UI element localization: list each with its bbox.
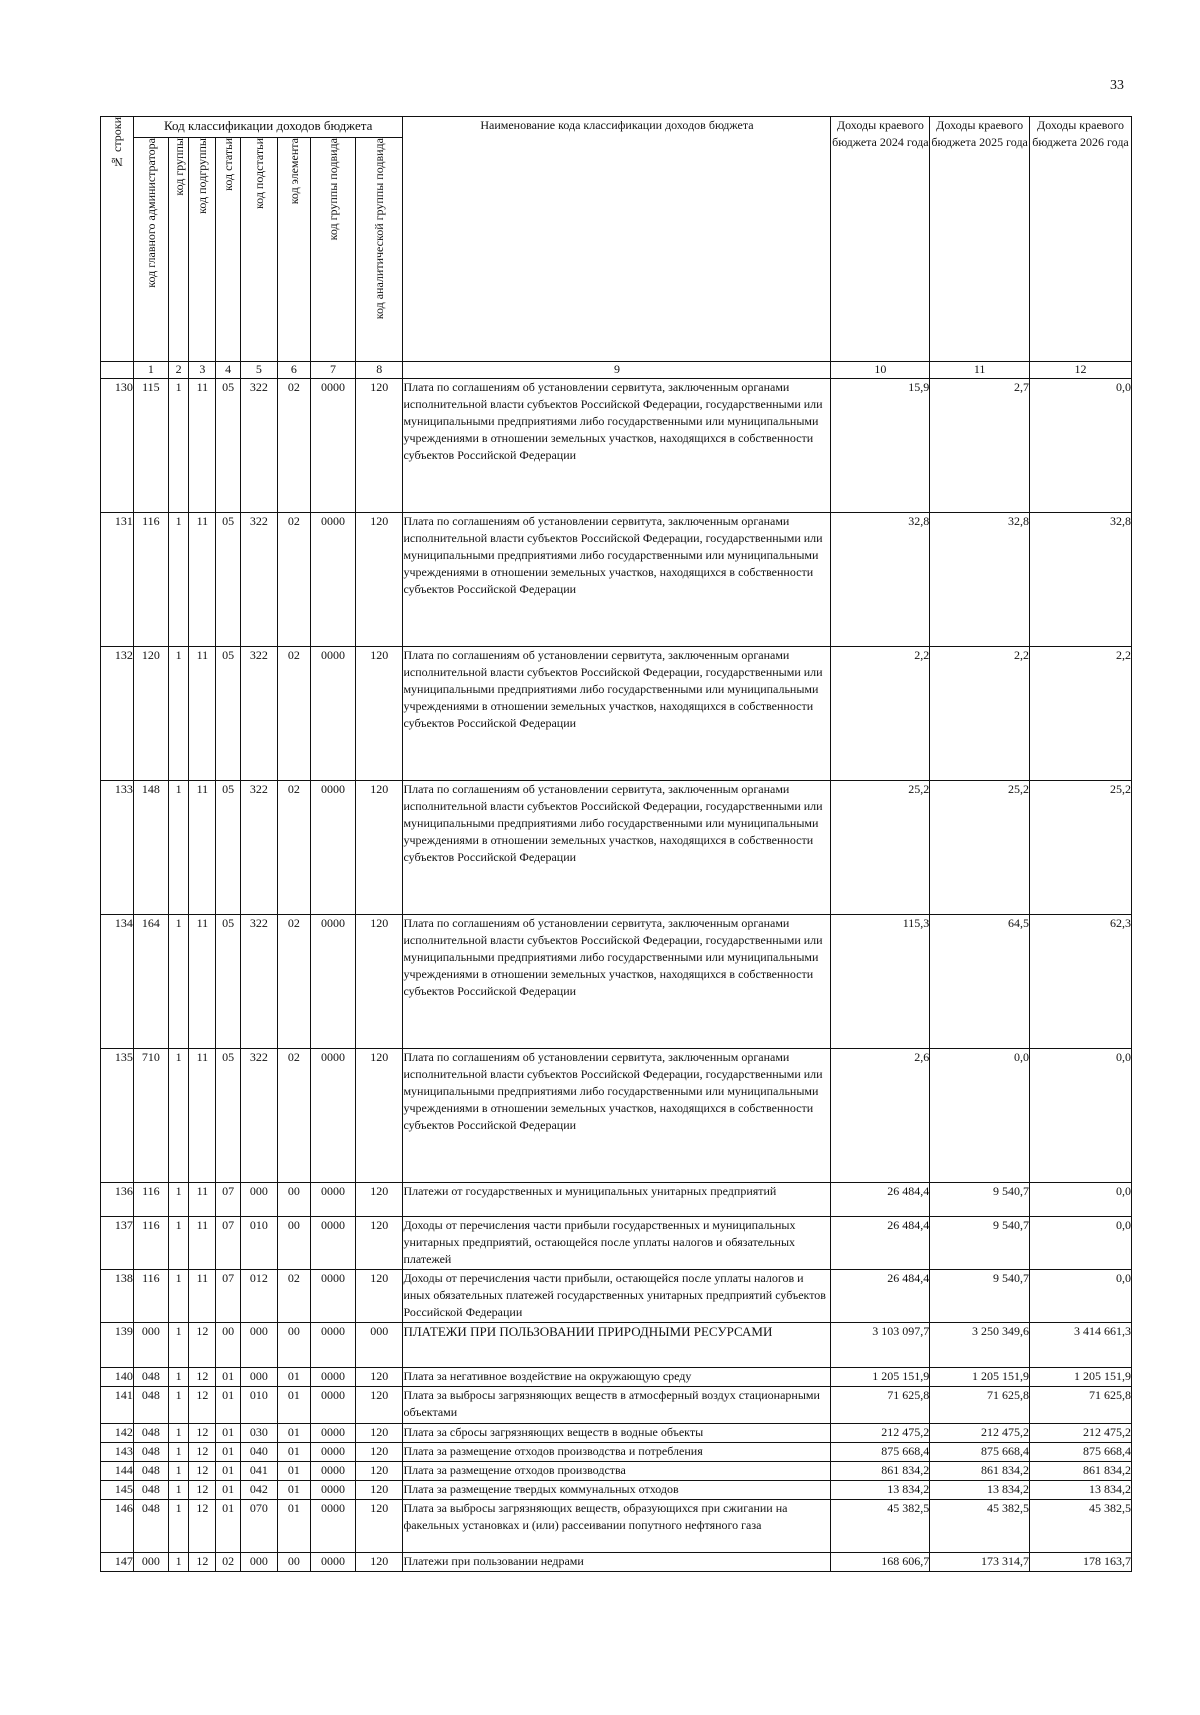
code-article-cell: 01 <box>216 1387 241 1424</box>
value-2026-cell: 0,0 <box>1030 1049 1132 1183</box>
value-2024-cell: 212 475,2 <box>831 1424 930 1443</box>
value-2026-cell: 13 834,2 <box>1030 1481 1132 1500</box>
value-2026-cell: 32,8 <box>1030 513 1132 647</box>
row-number-cell: 130 <box>101 379 134 513</box>
column-number: 3 <box>189 362 216 379</box>
code-subarticle-cell: 322 <box>240 647 277 781</box>
row-number-cell: 142 <box>101 1424 134 1443</box>
row-number-cell: 144 <box>101 1462 134 1481</box>
code-subgroup-header <box>189 138 216 362</box>
table-row <box>101 1553 1132 1572</box>
code-element-cell: 01 <box>277 1424 310 1443</box>
code-subarticle-cell: 322 <box>240 379 277 513</box>
code-subgroup-cell: 11 <box>189 513 216 647</box>
value-2024-cell: 26 484,4 <box>831 1270 930 1323</box>
code-article-cell: 05 <box>216 1049 241 1183</box>
value-2024-cell: 71 625,8 <box>831 1387 930 1424</box>
code-subgroup-cell: 11 <box>189 915 216 1049</box>
code-element-cell: 00 <box>277 1553 310 1572</box>
code-admin-cell: 048 <box>133 1481 168 1500</box>
code-subgroup-cell: 11 <box>189 379 216 513</box>
code-analytic-group-cell: 120 <box>356 513 403 647</box>
code-group-cell: 1 <box>168 1462 189 1481</box>
value-2025-cell: 32,8 <box>930 513 1030 647</box>
code-analytic-group-cell: 120 <box>356 1217 403 1270</box>
name-cell: Плата по соглашениям об установлении сервитута, заключенным органами исполнительной власти субъектов Российской Федерации, государственными или муниципальными предприятиями либо государственными или муниципальными учреждениями в отношении земельных участков, находящихся в собственности субъектов Российской Федерации <box>403 781 831 915</box>
code-group-cell: 1 <box>168 1049 189 1183</box>
code-analytic-group-cell: 120 <box>356 1500 403 1553</box>
table-row <box>101 647 1132 781</box>
code-article-cell: 07 <box>216 1183 241 1217</box>
year-2024-header: Доходы краевого бюджета 2024 года <box>831 117 930 362</box>
value-2025-cell: 0,0 <box>930 1049 1030 1183</box>
table-row <box>101 915 1132 1049</box>
code-group-cell: 1 <box>168 781 189 915</box>
table-row <box>101 1500 1132 1553</box>
value-2026-cell: 71 625,8 <box>1030 1387 1132 1424</box>
code-admin-cell: 048 <box>133 1368 168 1387</box>
table-row <box>101 379 1132 513</box>
code-group-cell: 1 <box>168 1270 189 1323</box>
value-2025-cell: 45 382,5 <box>930 1500 1030 1553</box>
code-analytic-group-cell: 120 <box>356 781 403 915</box>
table-row <box>101 1424 1132 1443</box>
code-article-cell: 05 <box>216 647 241 781</box>
code-element-cell: 01 <box>277 1387 310 1424</box>
value-2024-cell: 875 668,4 <box>831 1443 930 1462</box>
code-article-cell: 01 <box>216 1443 241 1462</box>
code-subtype-group-cell: 0000 <box>310 915 355 1049</box>
code-article-cell: 07 <box>216 1270 241 1323</box>
row-number-cell: 134 <box>101 915 134 1049</box>
name-cell: Доходы от перечисления части прибыли государственных и муниципальных унитарных предприятий, остающейся после уплаты налогов и обязательных платежей <box>403 1217 831 1270</box>
table-row <box>101 1183 1132 1217</box>
year-2026-header: Доходы краевого бюджета 2026 года <box>1030 117 1132 362</box>
name-cell: Плата по соглашениям об установлении сервитута, заключенным органами исполнительной власти субъектов Российской Федерации, государственными или муниципальными предприятиями либо государственными или муниципальными учреждениями в отношении земельных участков, находящихся в собственности субъектов Российской Федерации <box>403 915 831 1049</box>
code-subtype-group-cell: 0000 <box>310 1481 355 1500</box>
column-number: 5 <box>240 362 277 379</box>
row-number-cell: 141 <box>101 1387 134 1424</box>
column-number: 1 <box>133 362 168 379</box>
value-2025-cell: 9 540,7 <box>930 1183 1030 1217</box>
code-article-cell: 01 <box>216 1424 241 1443</box>
table-row <box>101 1462 1132 1481</box>
code-subarticle-cell: 012 <box>240 1270 277 1323</box>
code-group-cell: 1 <box>168 1368 189 1387</box>
value-2024-cell: 13 834,2 <box>831 1481 930 1500</box>
value-2024-cell: 25,2 <box>831 781 930 915</box>
code-subtype-group-cell: 0000 <box>310 781 355 915</box>
name-cell: Доходы от перечисления части прибыли, остающейся после уплаты налогов и иных обязательных платежей государственных унитарных предприятий субъектов Российской Федерации <box>403 1270 831 1323</box>
code-element-cell: 02 <box>277 379 310 513</box>
code-element-cell: 00 <box>277 1323 310 1368</box>
code-subarticle-cell: 070 <box>240 1500 277 1553</box>
value-2026-cell: 25,2 <box>1030 781 1132 915</box>
code-group-cell: 1 <box>168 1183 189 1217</box>
value-2025-cell: 212 475,2 <box>930 1424 1030 1443</box>
row-number-cell: 136 <box>101 1183 134 1217</box>
code-subgroup-header-label: код подгруппы <box>195 138 210 214</box>
column-number: 8 <box>356 362 403 379</box>
code-admin-cell: 116 <box>133 513 168 647</box>
table-row <box>101 1049 1132 1183</box>
code-element-cell: 01 <box>277 1368 310 1387</box>
column-number: 2 <box>168 362 189 379</box>
row-number-cell: 143 <box>101 1443 134 1462</box>
code-admin-cell: 000 <box>133 1323 168 1368</box>
value-2025-cell: 2,2 <box>930 647 1030 781</box>
code-admin-cell: 120 <box>133 647 168 781</box>
table-row <box>101 1368 1132 1387</box>
value-2026-cell: 2,2 <box>1030 647 1132 781</box>
code-element-cell: 00 <box>277 1217 310 1270</box>
code-group-header-label: код группы <box>171 138 186 196</box>
code-article-cell: 01 <box>216 1462 241 1481</box>
column-number: 7 <box>310 362 355 379</box>
row-number-cell: 139 <box>101 1323 134 1368</box>
code-analytic-group-cell: 000 <box>356 1323 403 1368</box>
table-row <box>101 1270 1132 1323</box>
value-2025-cell: 875 668,4 <box>930 1443 1030 1462</box>
table-row <box>101 781 1132 915</box>
column-number <box>101 362 134 379</box>
code-subtype-group-cell: 0000 <box>310 1368 355 1387</box>
name-cell: Платежи при пользовании недрами <box>403 1553 831 1572</box>
value-2025-cell: 3 250 349,6 <box>930 1323 1030 1368</box>
code-group-cell: 1 <box>168 1500 189 1553</box>
code-subgroup-cell: 12 <box>189 1481 216 1500</box>
code-subtype-group-cell: 0000 <box>310 1323 355 1368</box>
revenue-classification-table <box>100 116 1132 1572</box>
value-2024-cell: 15,9 <box>831 379 930 513</box>
code-analytic-group-cell: 120 <box>356 1553 403 1572</box>
name-cell: Платежи от государственных и муниципальных унитарных предприятий <box>403 1183 831 1217</box>
code-subgroup-cell: 12 <box>189 1553 216 1572</box>
table-body <box>101 379 1132 1572</box>
value-2026-cell: 0,0 <box>1030 1270 1132 1323</box>
code-subgroup-cell: 11 <box>189 1270 216 1323</box>
table-row <box>101 513 1132 647</box>
code-analytic-group-cell: 120 <box>356 1183 403 1217</box>
code-admin-cell: 048 <box>133 1424 168 1443</box>
code-subarticle-cell: 000 <box>240 1368 277 1387</box>
code-subtype-group-cell: 0000 <box>310 1462 355 1481</box>
code-subgroup-cell: 12 <box>189 1500 216 1553</box>
code-article-cell: 05 <box>216 379 241 513</box>
code-group-cell: 1 <box>168 1387 189 1424</box>
code-article-cell: 01 <box>216 1368 241 1387</box>
value-2026-cell: 861 834,2 <box>1030 1462 1132 1481</box>
code-analytic-group-cell: 120 <box>356 1368 403 1387</box>
code-subtype-group-cell: 0000 <box>310 1387 355 1424</box>
code-subtype-group-header <box>310 138 355 362</box>
column-number: 9 <box>403 362 831 379</box>
code-element-cell: 00 <box>277 1183 310 1217</box>
code-subtype-group-cell: 0000 <box>310 1443 355 1462</box>
code-subtype-group-cell: 0000 <box>310 1553 355 1572</box>
row-number-cell: 132 <box>101 647 134 781</box>
code-group-cell: 1 <box>168 1323 189 1368</box>
code-analytic-group-header-label: код аналитической группы подвида <box>372 138 387 320</box>
code-subtype-group-cell: 0000 <box>310 647 355 781</box>
value-2024-cell: 45 382,5 <box>831 1500 930 1553</box>
code-element-cell: 01 <box>277 1443 310 1462</box>
name-cell: Плата за размещение твердых коммунальных отходов <box>403 1481 831 1500</box>
code-subarticle-cell: 000 <box>240 1553 277 1572</box>
code-subtype-group-cell: 0000 <box>310 1049 355 1183</box>
code-group-cell: 1 <box>168 915 189 1049</box>
value-2025-cell: 64,5 <box>930 915 1030 1049</box>
code-admin-header <box>133 138 168 362</box>
code-analytic-group-header <box>356 138 403 362</box>
code-analytic-group-cell: 120 <box>356 379 403 513</box>
code-admin-cell: 164 <box>133 915 168 1049</box>
code-subarticle-cell: 322 <box>240 915 277 1049</box>
value-2024-cell: 3 103 097,7 <box>831 1323 930 1368</box>
code-subarticle-cell: 010 <box>240 1217 277 1270</box>
column-number: 4 <box>216 362 241 379</box>
code-article-cell: 07 <box>216 1217 241 1270</box>
table-row <box>101 1217 1132 1270</box>
code-admin-cell: 148 <box>133 781 168 915</box>
code-admin-cell: 048 <box>133 1443 168 1462</box>
value-2025-cell: 13 834,2 <box>930 1481 1030 1500</box>
code-subgroup-cell: 12 <box>189 1323 216 1368</box>
code-subtype-group-cell: 0000 <box>310 1270 355 1323</box>
code-subarticle-cell: 322 <box>240 781 277 915</box>
code-subarticle-cell: 041 <box>240 1462 277 1481</box>
value-2025-cell: 2,7 <box>930 379 1030 513</box>
code-subtype-group-cell: 0000 <box>310 379 355 513</box>
value-2026-cell: 45 382,5 <box>1030 1500 1132 1553</box>
code-element-cell: 02 <box>277 513 310 647</box>
code-subgroup-cell: 11 <box>189 1217 216 1270</box>
name-cell: Плата по соглашениям об установлении сервитута, заключенным органами исполнительной власти субъектов Российской Федерации, государственными или муниципальными предприятиями либо государственными или муниципальными учреждениями в отношении земельных участков, находящихся в собственности субъектов Российской Федерации <box>403 379 831 513</box>
table-row <box>101 1481 1132 1500</box>
value-2024-cell: 861 834,2 <box>831 1462 930 1481</box>
code-admin-cell: 116 <box>133 1183 168 1217</box>
name-cell: Плата за выбросы загрязняющих веществ в атмосферный воздух стационарными объектами <box>403 1387 831 1424</box>
code-article-header <box>216 138 241 362</box>
value-2025-cell: 9 540,7 <box>930 1270 1030 1323</box>
value-2026-cell: 1 205 151,9 <box>1030 1368 1132 1387</box>
name-cell: Плата за сбросы загрязняющих веществ в водные объекты <box>403 1424 831 1443</box>
code-subgroup-cell: 12 <box>189 1424 216 1443</box>
code-element-header <box>277 138 310 362</box>
value-2024-cell: 26 484,4 <box>831 1217 930 1270</box>
code-article-cell: 05 <box>216 513 241 647</box>
row-number-cell: 146 <box>101 1500 134 1553</box>
code-subtype-group-header-label: код группы подвида <box>325 138 340 241</box>
column-numbers-row <box>101 362 1132 379</box>
value-2024-cell: 115,3 <box>831 915 930 1049</box>
code-article-cell: 00 <box>216 1323 241 1368</box>
code-article-cell: 05 <box>216 915 241 1049</box>
code-group-header <box>168 138 189 362</box>
code-group-cell: 1 <box>168 647 189 781</box>
code-article-cell: 01 <box>216 1481 241 1500</box>
table-row <box>101 1443 1132 1462</box>
value-2024-cell: 1 205 151,9 <box>831 1368 930 1387</box>
code-subarticle-cell: 000 <box>240 1183 277 1217</box>
code-admin-header-label: код главного администратора <box>143 138 158 288</box>
value-2024-cell: 2,6 <box>831 1049 930 1183</box>
code-element-cell: 01 <box>277 1462 310 1481</box>
value-2025-cell: 861 834,2 <box>930 1462 1030 1481</box>
row-number-cell: 138 <box>101 1270 134 1323</box>
row-number-cell: 145 <box>101 1481 134 1500</box>
row-number-cell: 147 <box>101 1553 134 1572</box>
code-admin-cell: 000 <box>133 1553 168 1572</box>
code-element-cell: 02 <box>277 781 310 915</box>
code-subarticle-header-label: код подстатьи <box>251 138 266 210</box>
code-element-cell: 01 <box>277 1500 310 1553</box>
code-subgroup-cell: 11 <box>189 647 216 781</box>
code-subgroup-cell: 11 <box>189 1049 216 1183</box>
row-number-cell: 133 <box>101 781 134 915</box>
name-cell: ПЛАТЕЖИ ПРИ ПОЛЬЗОВАНИИ ПРИРОДНЫМИ РЕСУРСАМИ <box>403 1323 831 1368</box>
code-element-header-label: код элемента <box>286 138 301 205</box>
code-subtype-group-cell: 0000 <box>310 1500 355 1553</box>
name-cell: Плата за размещение отходов производства <box>403 1462 831 1481</box>
code-group-cell: 1 <box>168 1424 189 1443</box>
code-article-cell: 05 <box>216 781 241 915</box>
column-number: 10 <box>831 362 930 379</box>
name-cell: Плата по соглашениям об установлении сервитута, заключенным органами исполнительной власти субъектов Российской Федерации, государственными или муниципальными предприятиями либо государственными или муниципальными учреждениями в отношении земельных участков, находящихся в собственности субъектов Российской Федерации <box>403 1049 831 1183</box>
code-admin-cell: 115 <box>133 379 168 513</box>
code-analytic-group-cell: 120 <box>356 1270 403 1323</box>
code-element-cell: 02 <box>277 1049 310 1183</box>
value-2026-cell: 875 668,4 <box>1030 1443 1132 1462</box>
code-group-cell: 1 <box>168 1481 189 1500</box>
code-subtype-group-cell: 0000 <box>310 1424 355 1443</box>
value-2025-cell: 25,2 <box>930 781 1030 915</box>
name-cell: Плата за размещение отходов производства и потребления <box>403 1443 831 1462</box>
value-2026-cell: 0,0 <box>1030 1183 1132 1217</box>
value-2025-cell: 1 205 151,9 <box>930 1368 1030 1387</box>
value-2025-cell: 173 314,7 <box>930 1553 1030 1572</box>
code-subarticle-cell: 042 <box>240 1481 277 1500</box>
row-number-cell: 135 <box>101 1049 134 1183</box>
code-analytic-group-cell: 120 <box>356 647 403 781</box>
code-admin-cell: 048 <box>133 1387 168 1424</box>
value-2025-cell: 9 540,7 <box>930 1217 1030 1270</box>
code-subarticle-cell: 000 <box>240 1323 277 1368</box>
name-cell: Плата по соглашениям об установлении сервитута, заключенным органами исполнительной власти субъектов Российской Федерации, государственными или муниципальными предприятиями либо государственными или муниципальными учреждениями в отношении земельных участков, находящихся в собственности субъектов Российской Федерации <box>403 513 831 647</box>
year-2025-header: Доходы краевого бюджета 2025 года <box>930 117 1030 362</box>
code-element-cell: 01 <box>277 1481 310 1500</box>
code-group-cell: 1 <box>168 1217 189 1270</box>
table-row <box>101 1323 1132 1368</box>
code-analytic-group-cell: 120 <box>356 1462 403 1481</box>
code-analytic-group-cell: 120 <box>356 1424 403 1443</box>
code-subgroup-cell: 12 <box>189 1462 216 1481</box>
column-number: 12 <box>1030 362 1132 379</box>
value-2026-cell: 0,0 <box>1030 1217 1132 1270</box>
code-admin-cell: 048 <box>133 1500 168 1553</box>
code-subarticle-cell: 040 <box>240 1443 277 1462</box>
code-subgroup-cell: 12 <box>189 1368 216 1387</box>
code-admin-cell: 116 <box>133 1270 168 1323</box>
code-subgroup-cell: 11 <box>189 1183 216 1217</box>
value-2024-cell: 2,2 <box>831 647 930 781</box>
code-subgroup-cell: 12 <box>189 1443 216 1462</box>
row-number-cell: 137 <box>101 1217 134 1270</box>
classification-group-header: Код классификации доходов бюджета <box>133 117 403 138</box>
value-2025-cell: 71 625,8 <box>930 1387 1030 1424</box>
value-2026-cell: 3 414 661,3 <box>1030 1323 1132 1368</box>
value-2024-cell: 26 484,4 <box>831 1183 930 1217</box>
code-subtype-group-cell: 0000 <box>310 1183 355 1217</box>
code-subarticle-cell: 030 <box>240 1424 277 1443</box>
row-number-cell: 140 <box>101 1368 134 1387</box>
code-analytic-group-cell: 120 <box>356 1443 403 1462</box>
column-number: 11 <box>930 362 1030 379</box>
page-number: 33 <box>1110 78 1124 93</box>
code-subarticle-cell: 322 <box>240 1049 277 1183</box>
code-subgroup-cell: 12 <box>189 1387 216 1424</box>
name-cell: Плата по соглашениям об установлении сервитута, заключенным органами исполнительной власти субъектов Российской Федерации, государственными или муниципальными предприятиями либо государственными или муниципальными учреждениями в отношении земельных участков, находящихся в собственности субъектов Российской Федерации <box>403 647 831 781</box>
value-2024-cell: 32,8 <box>831 513 930 647</box>
code-article-cell: 02 <box>216 1553 241 1572</box>
name-column-header: Наименование кода классификации доходов бюджета <box>403 117 831 362</box>
code-element-cell: 02 <box>277 1270 310 1323</box>
value-2026-cell: 0,0 <box>1030 379 1132 513</box>
code-subgroup-cell: 11 <box>189 781 216 915</box>
table-row <box>101 1387 1132 1424</box>
row-number-header-label: № строки <box>109 117 124 169</box>
value-2026-cell: 212 475,2 <box>1030 1424 1132 1443</box>
value-2026-cell: 62,3 <box>1030 915 1132 1049</box>
code-group-cell: 1 <box>168 513 189 647</box>
code-analytic-group-cell: 120 <box>356 915 403 1049</box>
code-subarticle-cell: 322 <box>240 513 277 647</box>
code-element-cell: 02 <box>277 915 310 1049</box>
code-subtype-group-cell: 0000 <box>310 1217 355 1270</box>
code-admin-cell: 116 <box>133 1217 168 1270</box>
code-group-cell: 1 <box>168 1443 189 1462</box>
code-element-cell: 02 <box>277 647 310 781</box>
column-number: 6 <box>277 362 310 379</box>
code-subarticle-cell: 010 <box>240 1387 277 1424</box>
code-article-cell: 01 <box>216 1500 241 1553</box>
value-2026-cell: 178 163,7 <box>1030 1553 1132 1572</box>
code-group-cell: 1 <box>168 1553 189 1572</box>
name-cell: Плата за выбросы загрязняющих веществ, образующихся при сжигании на факельных установках и (или) рассеивании попутного нефтяного газа <box>403 1500 831 1553</box>
name-cell: Плата за негативное воздействие на окружающую среду <box>403 1368 831 1387</box>
code-subtype-group-cell: 0000 <box>310 513 355 647</box>
code-analytic-group-cell: 120 <box>356 1481 403 1500</box>
row-number-header <box>101 117 134 362</box>
code-admin-cell: 710 <box>133 1049 168 1183</box>
code-admin-cell: 048 <box>133 1462 168 1481</box>
code-analytic-group-cell: 120 <box>356 1387 403 1424</box>
code-subarticle-header <box>240 138 277 362</box>
code-analytic-group-cell: 120 <box>356 1049 403 1183</box>
row-number-cell: 131 <box>101 513 134 647</box>
code-article-header-label: код статьи <box>221 138 236 191</box>
code-group-cell: 1 <box>168 379 189 513</box>
value-2024-cell: 168 606,7 <box>831 1553 930 1572</box>
